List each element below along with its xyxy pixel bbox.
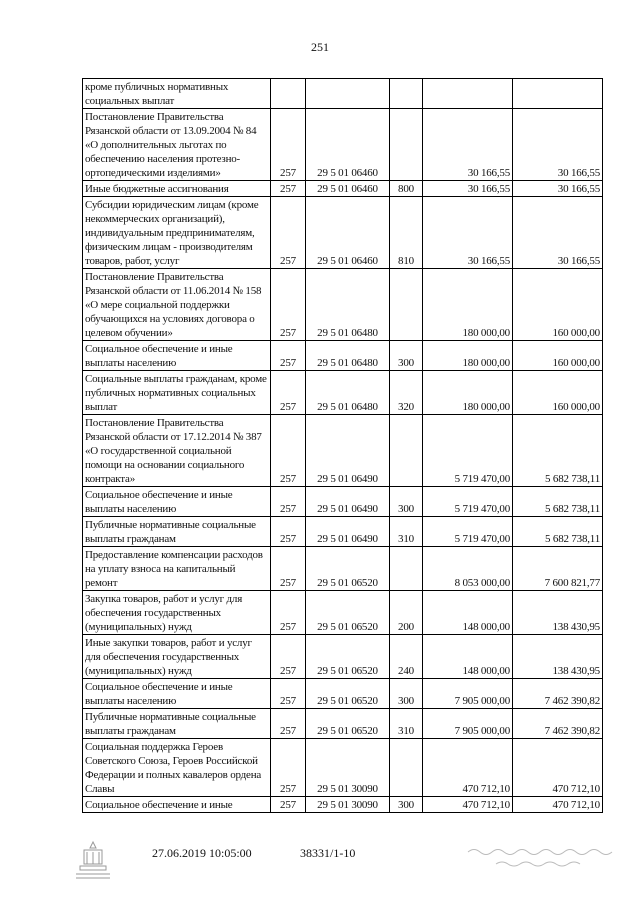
row-amount-planned: 148 000,00 bbox=[423, 635, 513, 679]
row-code: 257 bbox=[271, 739, 306, 797]
row-expense-type: 300 bbox=[390, 679, 423, 709]
row-expense-type: 810 bbox=[390, 197, 423, 269]
row-code: 257 bbox=[271, 341, 306, 371]
row-amount-planned: 470 712,10 bbox=[423, 797, 513, 813]
row-expense-type bbox=[390, 79, 423, 109]
row-amount-planned: 8 053 000,00 bbox=[423, 547, 513, 591]
table-row bbox=[83, 269, 603, 341]
row-name: кроме публичных нормативных социальных выплат bbox=[83, 79, 271, 109]
row-target-article: 29 5 01 06460 bbox=[306, 181, 390, 197]
row-target-article: 29 5 01 06480 bbox=[306, 341, 390, 371]
row-code: 257 bbox=[271, 517, 306, 547]
row-amount-executed: 5 682 738,11 bbox=[513, 415, 603, 487]
row-name: Социальная поддержка Героев Советского Союза, Героев Российской Федерации и полных кавалеров ордена Славы bbox=[83, 739, 271, 797]
budget-table bbox=[82, 78, 603, 813]
row-amount-executed: 5 682 738,11 bbox=[513, 517, 603, 547]
table-row bbox=[83, 181, 603, 197]
row-expense-type: 200 bbox=[390, 591, 423, 635]
row-amount-planned: 148 000,00 bbox=[423, 591, 513, 635]
row-target-article bbox=[306, 79, 390, 109]
row-target-article: 29 5 01 06460 bbox=[306, 197, 390, 269]
row-code: 257 bbox=[271, 547, 306, 591]
row-amount-planned: 180 000,00 bbox=[423, 371, 513, 415]
row-name: Социальные выплаты гражданам, кроме публичных нормативных социальных выплат bbox=[83, 371, 271, 415]
row-name: Иные бюджетные ассигнования bbox=[83, 181, 271, 197]
row-target-article: 29 5 01 06490 bbox=[306, 415, 390, 487]
row-code bbox=[271, 79, 306, 109]
table-row bbox=[83, 341, 603, 371]
table-row bbox=[83, 79, 603, 109]
row-expense-type: 310 bbox=[390, 517, 423, 547]
row-code: 257 bbox=[271, 591, 306, 635]
row-target-article: 29 5 01 30090 bbox=[306, 797, 390, 813]
row-amount-planned: 30 166,55 bbox=[423, 181, 513, 197]
row-name: Закупка товаров, работ и услуг для обеспечения государственных (муниципальных) нужд bbox=[83, 591, 271, 635]
row-amount-planned bbox=[423, 79, 513, 109]
footer-date: 27.06.2019 10:05:00 bbox=[152, 846, 252, 860]
row-amount-executed: 7 462 390,82 bbox=[513, 709, 603, 739]
row-name: Постановление Правительства Рязанской области от 11.06.2014 № 158 «О мере социальной поддержки обучающихся на условиях договора о целевом обучении» bbox=[83, 269, 271, 341]
row-amount-planned: 5 719 470,00 bbox=[423, 487, 513, 517]
row-expense-type bbox=[390, 739, 423, 797]
table-row bbox=[83, 487, 603, 517]
table-row bbox=[83, 591, 603, 635]
row-expense-type: 300 bbox=[390, 487, 423, 517]
row-amount-executed: 30 166,55 bbox=[513, 109, 603, 181]
row-expense-type: 300 bbox=[390, 341, 423, 371]
table-row bbox=[83, 371, 603, 415]
row-amount-planned: 7 905 000,00 bbox=[423, 709, 513, 739]
row-code: 257 bbox=[271, 371, 306, 415]
row-amount-executed: 138 430,95 bbox=[513, 591, 603, 635]
table-row bbox=[83, 739, 603, 797]
table-row bbox=[83, 517, 603, 547]
row-target-article: 29 5 01 06520 bbox=[306, 679, 390, 709]
row-target-article: 29 5 01 06490 bbox=[306, 517, 390, 547]
row-expense-type: 310 bbox=[390, 709, 423, 739]
row-code: 257 bbox=[271, 197, 306, 269]
table-row bbox=[83, 109, 603, 181]
row-target-article: 29 5 01 06490 bbox=[306, 487, 390, 517]
row-amount-executed: 30 166,55 bbox=[513, 197, 603, 269]
row-amount-executed: 160 000,00 bbox=[513, 269, 603, 341]
row-name: Социальное обеспечение и иные выплаты населению bbox=[83, 679, 271, 709]
row-name: Постановление Правительства Рязанской области от 17.12.2014 № 387 «О государственной социальной помощи на основании социального контракта» bbox=[83, 415, 271, 487]
row-code: 257 bbox=[271, 679, 306, 709]
row-expense-type: 800 bbox=[390, 181, 423, 197]
row-amount-executed: 160 000,00 bbox=[513, 341, 603, 371]
row-expense-type bbox=[390, 415, 423, 487]
table-row bbox=[83, 547, 603, 591]
row-code: 257 bbox=[271, 269, 306, 341]
row-target-article: 29 5 01 06520 bbox=[306, 547, 390, 591]
row-expense-type bbox=[390, 547, 423, 591]
row-amount-executed: 160 000,00 bbox=[513, 371, 603, 415]
row-amount-planned: 5 719 470,00 bbox=[423, 517, 513, 547]
row-expense-type: 300 bbox=[390, 797, 423, 813]
row-amount-planned: 7 905 000,00 bbox=[423, 679, 513, 709]
row-name: Предоставление компенсации расходов на уплату взноса на капитальный ремонт bbox=[83, 547, 271, 591]
row-name: Субсидии юридическим лицам (кроме некоммерческих организаций), индивидуальным предпринимателям, физическим лицам - производителям товаров, работ, услуг bbox=[83, 197, 271, 269]
table-row bbox=[83, 635, 603, 679]
row-amount-executed: 138 430,95 bbox=[513, 635, 603, 679]
row-code: 257 bbox=[271, 109, 306, 181]
table-row bbox=[83, 709, 603, 739]
footer-doc-id: 38331/1-10 bbox=[300, 846, 356, 860]
row-target-article: 29 5 01 06460 bbox=[306, 109, 390, 181]
row-target-article: 29 5 01 06480 bbox=[306, 371, 390, 415]
row-amount-planned: 180 000,00 bbox=[423, 341, 513, 371]
row-amount-executed: 30 166,55 bbox=[513, 181, 603, 197]
row-amount-planned: 470 712,10 bbox=[423, 739, 513, 797]
row-name: Социальное обеспечение и иные выплаты населению bbox=[83, 487, 271, 517]
row-amount-executed: 7 462 390,82 bbox=[513, 679, 603, 709]
row-code: 257 bbox=[271, 709, 306, 739]
row-target-article: 29 5 01 06480 bbox=[306, 269, 390, 341]
row-target-article: 29 5 01 06520 bbox=[306, 591, 390, 635]
row-expense-type bbox=[390, 269, 423, 341]
row-expense-type bbox=[390, 109, 423, 181]
table-row bbox=[83, 797, 603, 813]
row-amount-executed: 7 600 821,77 bbox=[513, 547, 603, 591]
row-target-article: 29 5 01 30090 bbox=[306, 739, 390, 797]
watermark-icon bbox=[466, 844, 616, 870]
table-row bbox=[83, 679, 603, 709]
row-expense-type: 320 bbox=[390, 371, 423, 415]
page-number: 251 bbox=[311, 40, 329, 54]
table-row bbox=[83, 415, 603, 487]
row-name: Публичные нормативные социальные выплаты гражданам bbox=[83, 709, 271, 739]
table-row bbox=[83, 197, 603, 269]
row-name: Социальное обеспечение и иные выплаты населению bbox=[83, 341, 271, 371]
row-name: Иные закупки товаров, работ и услуг для обеспечения государственных (муниципальных) нужд bbox=[83, 635, 271, 679]
row-amount-executed bbox=[513, 79, 603, 109]
row-code: 257 bbox=[271, 635, 306, 679]
row-amount-planned: 5 719 470,00 bbox=[423, 415, 513, 487]
row-code: 257 bbox=[271, 487, 306, 517]
row-name: Постановление Правительства Рязанской области от 13.09.2004 № 84 «О дополнительных льготах по обеспечению населения протезно-ортопедическими изделиями» bbox=[83, 109, 271, 181]
row-target-article: 29 5 01 06520 bbox=[306, 635, 390, 679]
row-amount-executed: 5 682 738,11 bbox=[513, 487, 603, 517]
row-amount-executed: 470 712,10 bbox=[513, 797, 603, 813]
row-name: Социальное обеспечение и иные bbox=[83, 797, 271, 813]
row-code: 257 bbox=[271, 797, 306, 813]
row-name: Публичные нормативные социальные выплаты гражданам bbox=[83, 517, 271, 547]
row-amount-executed: 470 712,10 bbox=[513, 739, 603, 797]
row-amount-planned: 30 166,55 bbox=[423, 197, 513, 269]
row-target-article: 29 5 01 06520 bbox=[306, 709, 390, 739]
row-amount-planned: 180 000,00 bbox=[423, 269, 513, 341]
row-expense-type: 240 bbox=[390, 635, 423, 679]
row-code: 257 bbox=[271, 181, 306, 197]
row-code: 257 bbox=[271, 415, 306, 487]
row-amount-planned: 30 166,55 bbox=[423, 109, 513, 181]
registry-stamp-icon bbox=[68, 838, 118, 884]
